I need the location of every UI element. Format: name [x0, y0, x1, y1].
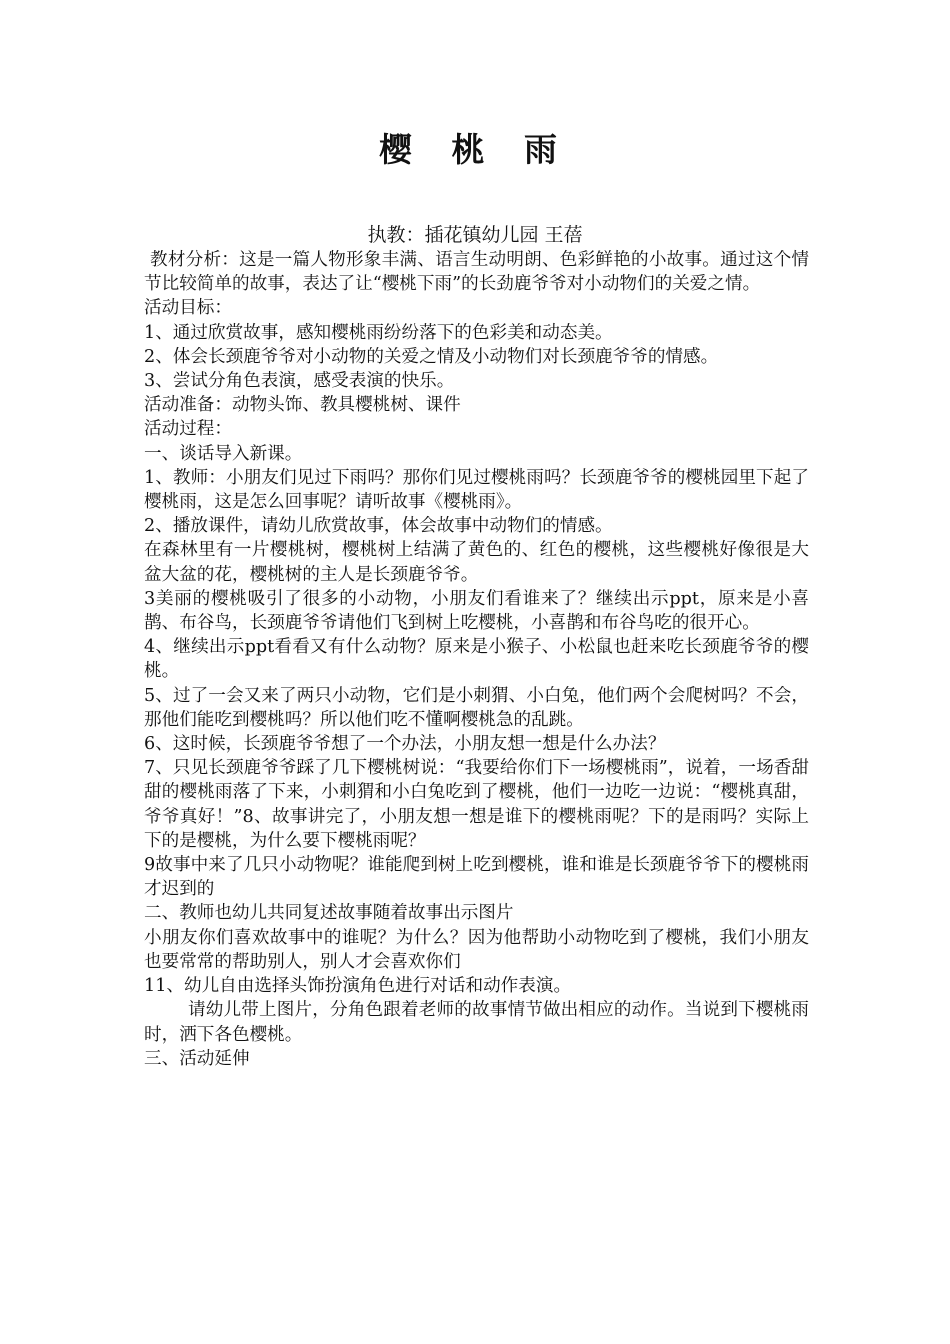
goal-item-2: 2、体会长颈鹿爷爷对小动物的关爱之情及小动物们对长颈鹿爷爷的情感。 [144, 346, 719, 367]
process-step-1: 1、教师：小朋友们见过下雨吗？那你们见过樱桃雨吗？长颈鹿爷爷的樱桃园里下起了樱桃雨，这是怎么回事呢？请听故事《樱桃雨》。 [144, 467, 809, 513]
section-heading-2: 二、教师也幼儿共同复述故事随着故事出示图片 [144, 903, 514, 924]
goal-item-3: 3、尝试分角色表演，感受表演的快乐。 [144, 371, 455, 392]
heading-activity-process: 活动过程： [144, 419, 232, 440]
paragraph-material-analysis: 教材分析：这是一篇人物形象丰满、语言生动明朗、色彩鲜艳的小故事。通过这个情节比较简单的故事，表达了让“樱桃下雨”的长劲鹿爷爷对小动物们的关爱之情。 [144, 250, 809, 295]
document-body [144, 248, 809, 1071]
process-step-6: 6、这时候，长颈鹿爷爷想了一个办法，小朋友想一想是什么办法？ [144, 734, 666, 755]
section-heading-1: 一、谈话导入新课。 [144, 443, 303, 464]
process-step-5: 5、过了一会又来了两只小动物，它们是小刺猬、小白兔，他们两个会爬树吗？不会，那他们能吃到樱桃吗？所以他们吃不懂啊樱桃急的乱跳。 [144, 685, 809, 730]
process-step-4: 4、继续出示ppt看看又有什么动物？原来是小猴子、小松鼠也赶来吃长颈鹿爷爷的樱桃。 [144, 637, 809, 682]
heading-activity-goals: 活动目标： [144, 298, 232, 319]
document-title: 樱 桃 雨 [379, 130, 571, 169]
activity-preparation: 活动准备：动物头饰、教具樱桃树、课件 [144, 395, 461, 416]
process-step-3: 3美丽的樱桃吸引了很多的小动物，小朋友们看谁来了？继续出示ppt，原来是小喜鹊、布谷鸟，长颈鹿爷爷请他们飞到树上吃樱桃，小喜鹊和布谷鸟吃的很开心。 [144, 588, 809, 634]
section-heading-3: 三、活动延伸 [144, 1048, 250, 1069]
process-step-9: 9故事中来了几只小动物呢？谁能爬到树上吃到樱桃，谁和谁是长颈鹿爷爷下的樱桃雨才迟到的 [144, 855, 809, 900]
process-step-11: 11、幼儿自由选择头饰扮演角色进行对话和动作表演。 [144, 976, 572, 997]
discussion-paragraph: 小朋友你们喜欢故事中的谁呢？为什么？因为他帮助小动物吃到了樱桃，我们小朋友也要常常的帮助别人，别人才会喜欢你们 [144, 927, 809, 972]
process-step-7-8: 7、只见长颈鹿爷爷踩了几下樱桃树说：“我要给你们下一场樱桃雨”，说着，一场香甜甜的樱桃雨落了下来，小刺猬和小白兔吃到了樱桃，他们一边吃一边说：“樱桃真甜，爷爷真好！”8、故事讲完了，小朋友想一想是谁下的樱桃雨呢？下的是雨吗？实际上下的是樱桃，为什么要下樱桃雨呢？ [144, 758, 809, 851]
story-paragraph: 在森林里有一片樱桃树，樱桃树上结满了黄色的、红色的樱桃，这些樱桃好像很是大盆大盆的花，樱桃树的主人是长颈鹿爷爷。 [144, 540, 809, 585]
goal-item-1: 1、通过欣赏故事，感知樱桃雨纷纷落下的色彩美和动态美。 [144, 322, 613, 343]
process-step-2: 2、播放课件，请幼儿欣赏故事，体会故事中动物们的情感。 [144, 516, 613, 537]
role-play-paragraph: 请幼儿带上图片，分角色跟着老师的故事情节做出相应的动作。当说到下樱桃雨时，洒下各色樱桃。 [144, 1000, 809, 1045]
author-line: 执教：插花镇幼儿园 王蓓 [367, 224, 583, 246]
